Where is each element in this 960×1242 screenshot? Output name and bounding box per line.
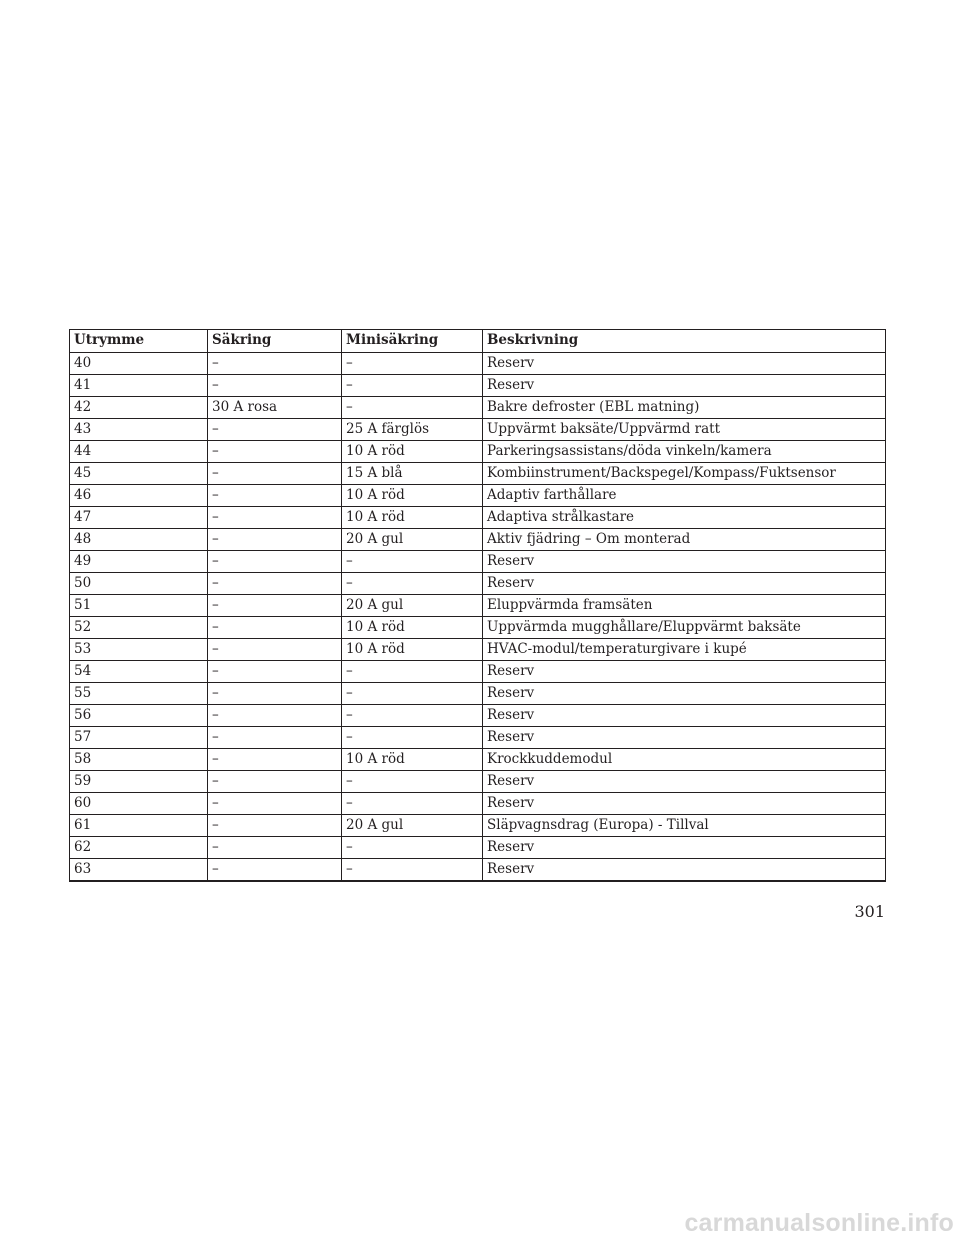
cell-minisakring: – [342,727,483,749]
cell-minisakring: 10 A röd [342,617,483,639]
cell-beskrivning: Reserv [483,661,886,683]
table-body [70,353,886,882]
cell-minisakring: – [342,683,483,705]
cell-beskrivning: Reserv [483,859,886,882]
cell-sakring: – [208,617,342,639]
table-row [70,551,886,573]
cell-minisakring: – [342,375,483,397]
cell-beskrivning: Reserv [483,727,886,749]
cell-utrymme: 57 [70,727,208,749]
cell-minisakring: 10 A röd [342,507,483,529]
cell-sakring: – [208,771,342,793]
cell-sakring: – [208,485,342,507]
cell-sakring: – [208,529,342,551]
table-row [70,507,886,529]
cell-utrymme: 54 [70,661,208,683]
header-sakring: Säkring [208,330,342,353]
cell-sakring: – [208,661,342,683]
cell-sakring: – [208,639,342,661]
table-row [70,595,886,617]
cell-minisakring: – [342,573,483,595]
cell-minisakring: 10 A röd [342,485,483,507]
table-row [70,529,886,551]
table-row [70,727,886,749]
cell-utrymme: 52 [70,617,208,639]
cell-beskrivning: Reserv [483,375,886,397]
cell-sakring: – [208,463,342,485]
cell-minisakring: – [342,397,483,419]
table-row [70,397,886,419]
table-row [70,485,886,507]
cell-minisakring: – [342,551,483,573]
table-row [70,639,886,661]
cell-minisakring: – [342,859,483,882]
cell-sakring: – [208,859,342,882]
cell-beskrivning: Reserv [483,771,886,793]
cell-minisakring: 20 A gul [342,595,483,617]
page-number: 301 [854,902,885,921]
cell-beskrivning: Reserv [483,837,886,859]
watermark-logo: carmanualsonline.info [684,1209,954,1237]
table-header-row [70,330,886,353]
table-row [70,683,886,705]
cell-minisakring: 15 A blå [342,463,483,485]
cell-sakring: – [208,749,342,771]
cell-beskrivning: Reserv [483,551,886,573]
cell-utrymme: 55 [70,683,208,705]
cell-minisakring: 10 A röd [342,441,483,463]
cell-utrymme: 41 [70,375,208,397]
cell-minisakring: – [342,837,483,859]
table-row [70,859,886,882]
cell-minisakring: – [342,771,483,793]
cell-beskrivning: Eluppvärmda framsäten [483,595,886,617]
cell-sakring: – [208,375,342,397]
cell-utrymme: 48 [70,529,208,551]
cell-minisakring: – [342,353,483,375]
cell-sakring: – [208,441,342,463]
table-row [70,749,886,771]
table-row [70,793,886,815]
table-row [70,661,886,683]
cell-utrymme: 47 [70,507,208,529]
cell-beskrivning: Bakre defroster (EBL matning) [483,397,886,419]
cell-sakring: – [208,551,342,573]
cell-beskrivning: Släpvagnsdrag (Europa) - Tillval [483,815,886,837]
cell-sakring: – [208,595,342,617]
cell-minisakring: – [342,793,483,815]
cell-utrymme: 63 [70,859,208,882]
cell-utrymme: 50 [70,573,208,595]
cell-utrymme: 58 [70,749,208,771]
cell-utrymme: 59 [70,771,208,793]
table-row [70,815,886,837]
cell-utrymme: 42 [70,397,208,419]
table-row [70,573,886,595]
cell-minisakring: 25 A färglös [342,419,483,441]
cell-utrymme: 51 [70,595,208,617]
cell-beskrivning: Reserv [483,353,886,375]
cell-beskrivning: Reserv [483,793,886,815]
cell-minisakring: 10 A röd [342,749,483,771]
table-row [70,617,886,639]
table-row [70,771,886,793]
cell-utrymme: 61 [70,815,208,837]
cell-beskrivning: Kombiinstrument/Backspegel/Kompass/Fuktsensor [483,463,886,485]
header-utrymme: Utrymme [70,330,208,353]
cell-utrymme: 45 [70,463,208,485]
cell-sakring: – [208,727,342,749]
table-row [70,837,886,859]
cell-sakring: – [208,705,342,727]
cell-sakring: – [208,793,342,815]
cell-minisakring: 20 A gul [342,529,483,551]
cell-utrymme: 49 [70,551,208,573]
cell-utrymme: 46 [70,485,208,507]
cell-beskrivning: Adaptiva strålkastare [483,507,886,529]
cell-utrymme: 60 [70,793,208,815]
cell-sakring: – [208,353,342,375]
cell-sakring: – [208,573,342,595]
cell-sakring: – [208,419,342,441]
table-row [70,441,886,463]
cell-beskrivning: Adaptiv farthållare [483,485,886,507]
table-row [70,419,886,441]
fuse-table [69,329,886,882]
cell-sakring: 30 A rosa [208,397,342,419]
cell-sakring: – [208,837,342,859]
header-beskrivning: Beskrivning [483,330,886,353]
cell-sakring: – [208,815,342,837]
cell-beskrivning: HVAC-modul/temperaturgivare i kupé [483,639,886,661]
cell-beskrivning: Reserv [483,705,886,727]
cell-beskrivning: Uppvärmt baksäte/Uppvärmd ratt [483,419,886,441]
cell-minisakring: 10 A röd [342,639,483,661]
cell-beskrivning: Aktiv fjädring – Om monterad [483,529,886,551]
cell-beskrivning: Parkeringsassistans/döda vinkeln/kamera [483,441,886,463]
cell-utrymme: 43 [70,419,208,441]
cell-minisakring: – [342,705,483,727]
header-minisakring: Minisäkring [342,330,483,353]
cell-sakring: – [208,507,342,529]
cell-beskrivning: Krockkuddemodul [483,749,886,771]
cell-utrymme: 56 [70,705,208,727]
cell-utrymme: 53 [70,639,208,661]
table-row [70,353,886,375]
cell-utrymme: 44 [70,441,208,463]
cell-beskrivning: Uppvärmda mugghållare/Eluppvärmt baksäte [483,617,886,639]
cell-minisakring: – [342,661,483,683]
table-row [70,375,886,397]
cell-minisakring: 20 A gul [342,815,483,837]
table-row [70,463,886,485]
cell-utrymme: 40 [70,353,208,375]
cell-beskrivning: Reserv [483,683,886,705]
table-row [70,705,886,727]
cell-sakring: – [208,683,342,705]
cell-beskrivning: Reserv [483,573,886,595]
cell-utrymme: 62 [70,837,208,859]
